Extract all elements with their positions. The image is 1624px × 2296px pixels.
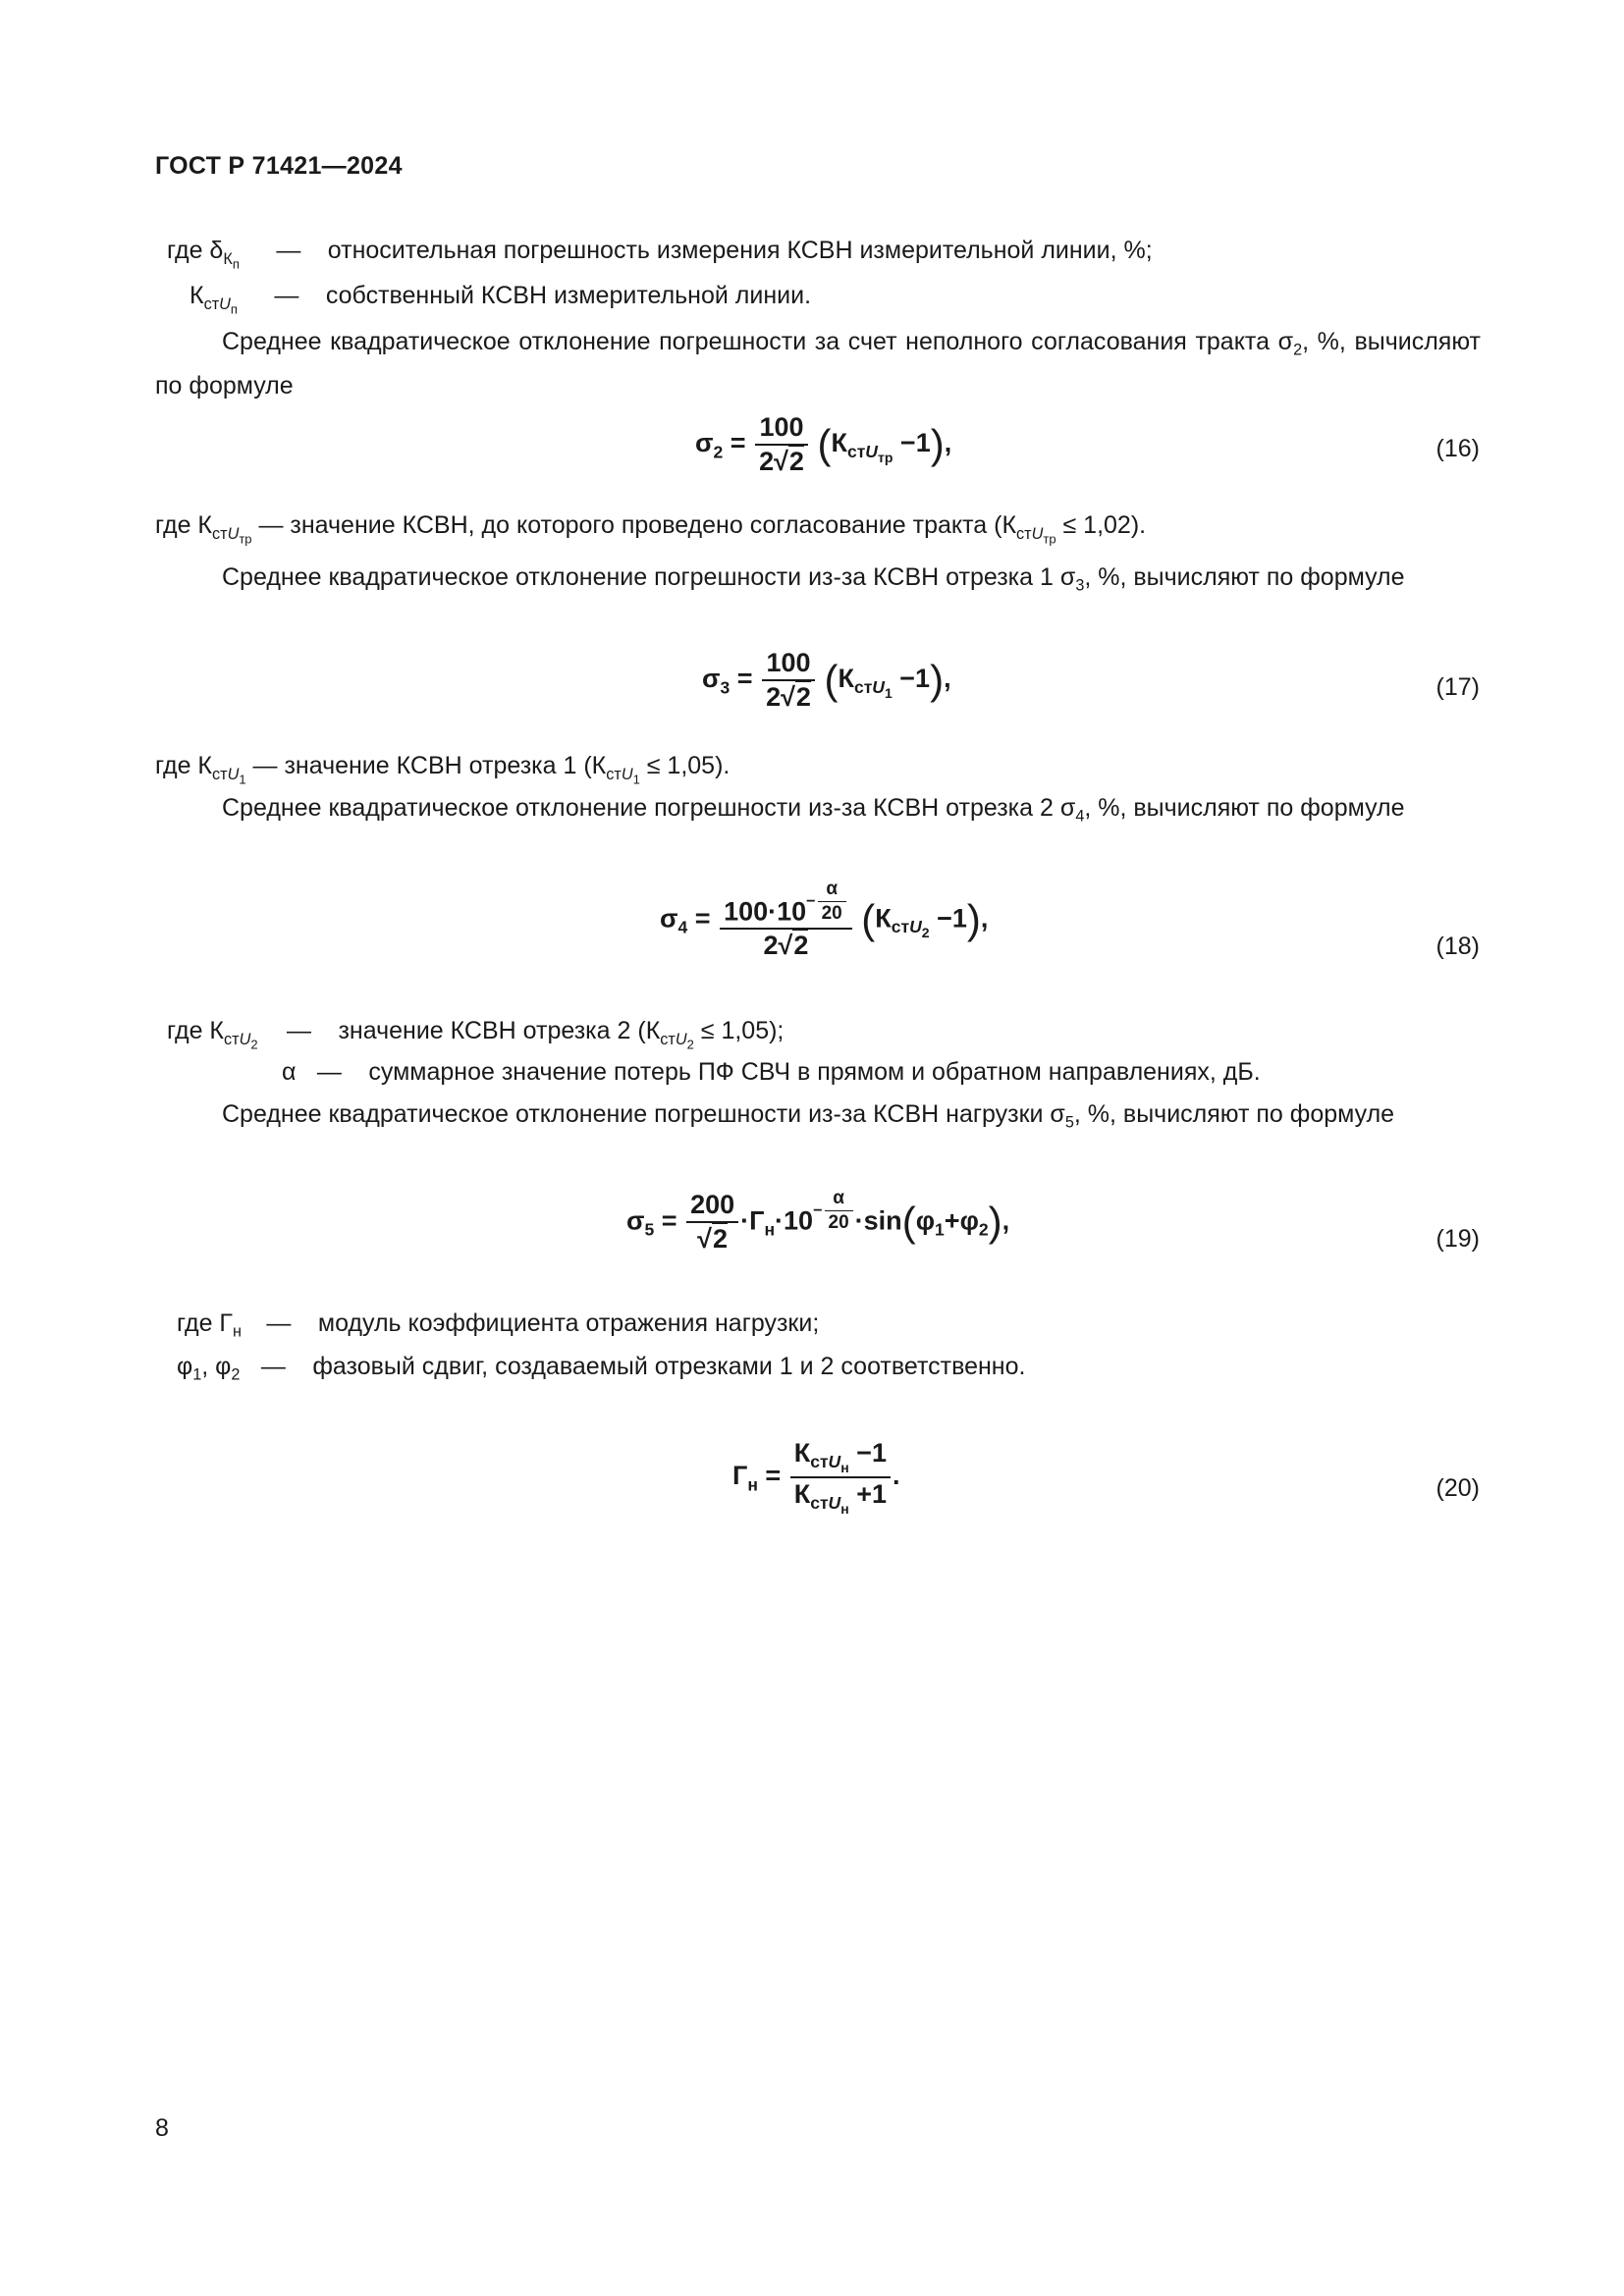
- legend-row-gamma: где $Г_н$ — модуль коэффициента отражения нагрузки;: [177, 1309, 820, 1341]
- equation-number-17: (17): [1435, 673, 1480, 701]
- equation-number-16: (16): [1435, 435, 1480, 462]
- formula-18: $\sigma_4$ = $100\cdot 10^{- \frac{\alpha}{20}}$ 2√2 $(К_{стU_2} -1)$,: [660, 879, 989, 961]
- formula-20: $Г_н$ = $\frac{К_{стU_н} -1}{К_{стU_н} +1}$ .: [732, 1438, 900, 1518]
- formula-19: $\sigma_5$ = $\frac{200}{√2}$ $\cdot Г_н\cdot 10^{- \frac{\alpha}{20}}$ $\cdot\sin(\varphi_1+\varphi_2)$,: [626, 1188, 1010, 1255]
- legend-row-k2: где $К_{стU_2}$ — значение КСВН отрезка 2 $(К_{стU_2} \le 1,05)$;: [167, 1017, 785, 1052]
- legend-row-k: $К_{стU_п}$ — собственный КСВН измерительной линии.: [189, 282, 812, 317]
- equation-number-18: (18): [1435, 933, 1480, 960]
- equation-number-20: (20): [1435, 1474, 1480, 1502]
- paragraph-sigma3: Среднее квадратическое отклонение погрешности из-за КСВН отрезка 1 $\sigma_3$, %, вычисляют по формуле: [222, 563, 1405, 595]
- legend-row-alpha: α — суммарное значение потерь ПФ СВЧ в прямом и обратном направлениях, дБ.: [282, 1058, 1261, 1086]
- where-17: где $К_{стU_1}$ — значение КСВН отрезка 1 $(К_{стU_1} \le 1,05)$.: [155, 752, 731, 787]
- paragraph-sigma2: Среднее квадратическое отклонение погрешности за счет неполного согласования тракта $\sigma_2$, %, вычисляют по формуле: [155, 328, 1481, 400]
- formula-17: $\sigma_3$ = $\frac{100}{2√2}$ $(К_{стU_1} -1)$,: [702, 648, 951, 712]
- page-number: 8: [155, 2114, 169, 2142]
- document-header: ГОСТ Р 71421—2024: [155, 152, 403, 180]
- where-16: где $К_{стU_{тр}}$ — значение КСВН, до которого проведено согласование тракта $(К_{стU_{тр}} \le 1,02)$.: [155, 511, 1147, 547]
- equation-number-19: (19): [1435, 1225, 1480, 1253]
- formula-16: $\sigma_2$ = $\frac{100}{2√2}$ $(К_{стU_{тр}} -1)$,: [695, 412, 952, 476]
- paragraph-sigma4: Среднее квадратическое отклонение погрешности из-за КСВН отрезка 2 $\sigma_4$, %, вычисляют по формуле: [222, 794, 1405, 826]
- paragraph-sigma5: Среднее квадратическое отклонение погрешности из-за КСВН нагрузки $\sigma_5$, %, вычисляют по формуле: [222, 1100, 1395, 1132]
- legend-row-delta: где $\delta_{К_п}$ — относительная погрешность измерения КСВН измерительной линии, %;: [167, 237, 1153, 272]
- legend-row-phi: $\varphi_1$, $\varphi_2$ — фазовый сдвиг, создаваемый отрезками 1 и 2 соответственно.: [177, 1353, 1026, 1384]
